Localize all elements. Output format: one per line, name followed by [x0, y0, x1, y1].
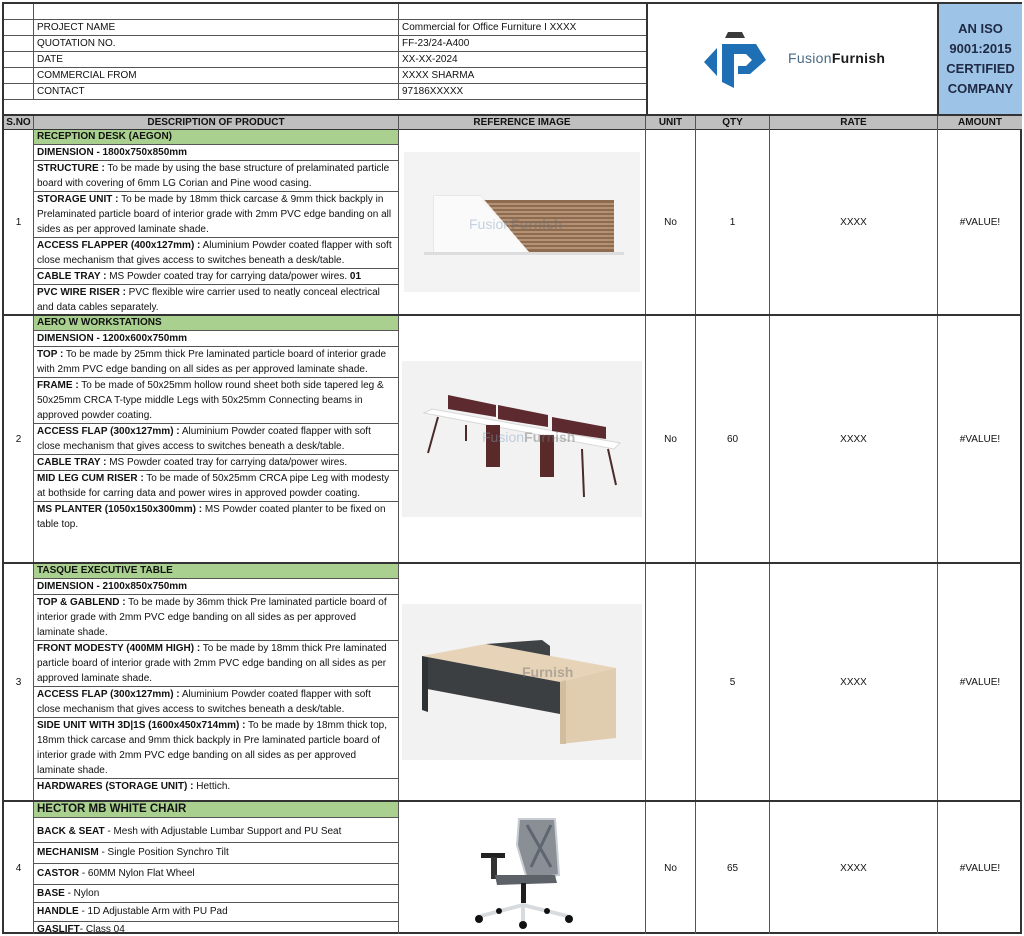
project-name-value[interactable]: Commercial for Office Furniture I XXXX: [402, 22, 577, 33]
spec-text: To be made by 18mm thick top, 18mm thick carcase and 9mm thick backply in Pre laminated particle board of interior grade with 2mm PVC edge banding on all sides as per approved laminate shade.: [37, 720, 387, 776]
watermark: FusionFurnish: [482, 429, 576, 445]
spec-text: - Class 04: [79, 924, 125, 935]
spec-line: [34, 285, 398, 315]
workstation-image: [402, 361, 642, 517]
spec-text: To be made of 50x25mm hollow round sheet both side tapered leg & 50x25mm CRCA T-type middle Legs with 50x25mm Connecting beams in approved powder coating.: [37, 380, 384, 421]
spec-line: [34, 455, 398, 471]
info-value: [399, 4, 646, 20]
product-dimension: DIMENSION - 1200x600x750mm: [34, 331, 398, 347]
product-title: AERO W WORKSTATIONS: [34, 316, 398, 331]
info-row-commercial-from: [4, 68, 646, 84]
logo-text-bold: Furnish: [831, 50, 886, 66]
spec-label: BASE: [37, 888, 65, 899]
reference-image-cell: [399, 130, 646, 314]
product-title: TASQUE EXECUTIVE TABLE: [34, 564, 398, 579]
spec-label: BACK & SEAT: [37, 826, 105, 837]
quotation-sheet: [2, 2, 1022, 934]
spec-label: STORAGE UNIT :: [37, 194, 119, 205]
info-spacer: [4, 84, 34, 100]
info-label: CONTACT: [34, 84, 399, 100]
col-header-unit: UNIT: [646, 116, 696, 130]
spec-text: MS Powder coated planter to be fixed on table top.: [37, 504, 386, 530]
col-header-description: DESCRIPTION OF PRODUCT: [34, 116, 399, 130]
spec-text: To be made by 36mm thick Pre laminated particle board of interior grade with 2mm PVC edge banding on all sides as per approved laminate shade.: [37, 597, 387, 638]
qty-cell[interactable]: 65: [696, 802, 770, 934]
qty-cell[interactable]: 1: [696, 130, 770, 314]
col-header-rate: RATE: [770, 116, 938, 130]
qty-cell[interactable]: 5: [696, 564, 770, 800]
iso-line: 9001:2015: [949, 41, 1012, 56]
amount-cell[interactable]: #VALUE!: [959, 433, 1001, 445]
rate-cell[interactable]: XXXX: [770, 802, 938, 934]
amount-cell[interactable]: #VALUE!: [959, 862, 1001, 874]
watermark: FusionFurnish: [469, 216, 563, 232]
sno-cell: 3: [4, 564, 34, 800]
contact-value[interactable]: 97186XXXXX: [402, 86, 464, 97]
reference-image-cell: [399, 316, 646, 562]
description-cell: [34, 564, 399, 800]
spec-line: [34, 378, 398, 424]
col-header-sno: S.NO: [4, 116, 34, 130]
sno-cell: 4: [4, 802, 34, 934]
amount-cell[interactable]: #VALUE!: [959, 676, 1001, 688]
spec-label: FRONT MODESTY (400MM HIGH) :: [37, 643, 201, 654]
spec-text: - Single Position Synchro Tilt: [98, 847, 229, 858]
table-row: [4, 130, 1022, 316]
info-row-quotation-no: [4, 36, 646, 52]
col-header-amount: AMOUNT: [958, 117, 1002, 128]
spec-line: [34, 843, 398, 864]
spec-text: - 1D Adjustable Arm with PU Pad: [78, 906, 228, 917]
table-row: [4, 802, 1022, 934]
date-value[interactable]: XX-XX-2024: [402, 54, 458, 65]
spec-line: [34, 424, 398, 455]
rate-cell[interactable]: XXXX: [770, 316, 938, 562]
quotation-info-block: [4, 4, 646, 114]
iso-certification-badge: [938, 4, 1022, 114]
sno-cell: 1: [4, 130, 34, 314]
unit-cell[interactable]: No: [646, 802, 696, 934]
info-spacer: [4, 4, 34, 20]
qty-cell[interactable]: 60: [696, 316, 770, 562]
description-cell: [34, 802, 399, 934]
spec-text: Aluminium Powder coated flapper with soft close mechanism that gives access to switches beneath a desk/table.: [37, 426, 371, 452]
table-header-row: [4, 114, 1022, 130]
spec-label: ACCESS FLAPPER (400x127mm) :: [37, 240, 201, 251]
info-row-project-name: [4, 20, 646, 36]
spec-line: [34, 471, 398, 502]
iso-line: COMPANY: [947, 81, 1014, 96]
spec-label: CASTOR: [37, 868, 80, 879]
spec-label: MID LEG CUM RISER :: [37, 473, 144, 484]
spec-text: Aluminium Powder coated flapper with soft close mechanism that gives access to switches beneath a desk/table.: [37, 689, 371, 715]
spec-label: SIDE UNIT WITH 3D|1S (1600x450x714mm) :: [37, 720, 246, 731]
spec-line: [34, 718, 398, 779]
reception-desk-image: [404, 152, 640, 292]
company-logo: [646, 4, 938, 114]
rate-cell[interactable]: XXXX: [770, 564, 938, 800]
spec-text: MS Powder coated tray for carrying data/power wires.: [106, 457, 348, 468]
spec-text: - Nylon: [64, 888, 100, 899]
spec-label: CABLE TRAY :: [37, 457, 107, 468]
spec-line: [34, 502, 398, 532]
spec-line: [34, 885, 398, 903]
spec-text: Hettich.: [193, 781, 231, 792]
spec-label: GASLIFT: [37, 924, 80, 935]
info-row-contact: [4, 84, 646, 100]
spec-text: To be made by 25mm thick Pre laminated particle board of interior grade with 2mm PVC edge banding on all sides as per approved laminate shade.: [37, 349, 387, 375]
watermark: Furnish: [522, 664, 574, 680]
spec-text: PVC flexible wire carrier used to neatly conceal electrical and data cables separately.: [37, 287, 380, 313]
info-label: [34, 4, 399, 20]
amount-cell[interactable]: #VALUE!: [959, 216, 1001, 228]
spec-text: To be made of 50x25mm CRCA pipe Leg with modesty at bothside for carring data and power wires in approved powder coating.: [37, 473, 390, 499]
iso-line: CERTIFIED: [946, 61, 1015, 76]
product-dimension: DIMENSION - 1800x750x850mm: [34, 145, 398, 161]
spec-label: HARDWARES (STORAGE UNIT) :: [37, 781, 194, 792]
spec-text: MS Powder coated tray for carrying data/power wires.: [106, 271, 350, 282]
info-row-blank: [4, 4, 646, 20]
product-title: RECEPTION DESK (AEGON): [34, 130, 398, 145]
spec-label: ACCESS FLAP (300x127mm) :: [37, 426, 180, 437]
spec-line: [34, 864, 398, 885]
office-chair-image: [447, 805, 597, 931]
logo-wordmark: [788, 50, 885, 66]
description-cell: [34, 316, 399, 562]
spec-label: MS PLANTER (1050x150x300mm) :: [37, 504, 203, 515]
executive-table-image: [402, 604, 642, 760]
unit-cell[interactable]: [646, 564, 696, 800]
spec-text: To be made by using the base structure of prelaminated particle board with covering of 6mm LG Corian and Pine wood casing.: [37, 163, 390, 189]
spec-label: ACCESS FLAP (300x127mm) :: [37, 689, 180, 700]
spec-label: PVC WIRE RISER :: [37, 287, 126, 298]
spec-line: [34, 347, 398, 378]
spec-line: [34, 687, 398, 718]
info-label: DATE: [34, 52, 399, 68]
col-header-qty: QTY: [696, 116, 770, 130]
info-label: PROJECT NAME: [34, 20, 399, 36]
reference-image-cell: [399, 564, 646, 800]
description-cell: [34, 130, 399, 314]
spec-label: TOP & GABLEND :: [37, 597, 126, 608]
product-dimension: DIMENSION - 2100x850x750mm: [34, 579, 398, 595]
spec-line: [34, 192, 398, 238]
spec-line: [34, 238, 398, 269]
table-row: [4, 564, 1022, 802]
spec-label: MECHANISM: [37, 847, 99, 858]
spec-text: To be made by 18mm thick Pre laminated particle board of interior grade with 2mm PVC edge banding on all sides as per approved laminate shade.: [37, 643, 387, 684]
spec-label: TOP :: [37, 349, 64, 360]
spec-line: [34, 161, 398, 192]
spec-text: - 60MM Nylon Flat Wheel: [79, 868, 195, 879]
info-spacer: [4, 52, 34, 68]
iso-line: AN ISO: [958, 21, 1003, 36]
fusion-furnish-logo-icon: [704, 32, 766, 88]
logo-text-light: Fusion: [788, 50, 832, 66]
spec-line: [34, 818, 398, 843]
info-row-date: [4, 52, 646, 68]
unit-cell[interactable]: No: [646, 316, 696, 562]
sno-cell: 2: [4, 316, 34, 562]
spec-line: [34, 779, 398, 794]
spec-label: HANDLE: [37, 906, 79, 917]
info-label: QUOTATION NO.: [34, 36, 399, 52]
info-label: COMMERCIAL FROM: [34, 68, 399, 84]
spec-text: Aluminium Powder coated flapper with soft close mechanism that gives access to switches beneath a desk/table.: [37, 240, 392, 266]
spec-label: CABLE TRAY :: [37, 271, 107, 282]
spec-text: To be made by 18mm thick carcase & 9mm thick backply in Prelaminated particle board of interior grade with 2mm PVC edge banding on all sides as per approved laminate shade.: [37, 194, 392, 235]
spec-label: FRAME :: [37, 380, 79, 391]
spec-text: - Mesh with Adjustable Lumbar Support and PU Seat: [104, 826, 342, 837]
product-title: HECTOR MB WHITE CHAIR: [34, 802, 398, 818]
spec-line: [34, 595, 398, 641]
spec-line: [34, 903, 398, 922]
spec-label: STRUCTURE :: [37, 163, 105, 174]
spec-line: [34, 922, 398, 936]
info-spacer: [4, 68, 34, 84]
unit-cell[interactable]: No: [646, 130, 696, 314]
quotation-no-value[interactable]: FF-23/24-A400: [402, 38, 470, 49]
spec-suffix: 01: [349, 271, 362, 282]
info-spacer: [4, 20, 34, 36]
reference-image-cell: [399, 802, 646, 934]
info-spacer: [4, 36, 34, 52]
spec-line: [34, 641, 398, 687]
commercial-from-value[interactable]: XXXX SHARMA: [402, 70, 475, 81]
col-header-reference-image: REFERENCE IMAGE: [399, 116, 646, 130]
rate-cell[interactable]: XXXX: [770, 130, 938, 314]
spec-line: [34, 269, 398, 285]
table-row: [4, 316, 1022, 564]
